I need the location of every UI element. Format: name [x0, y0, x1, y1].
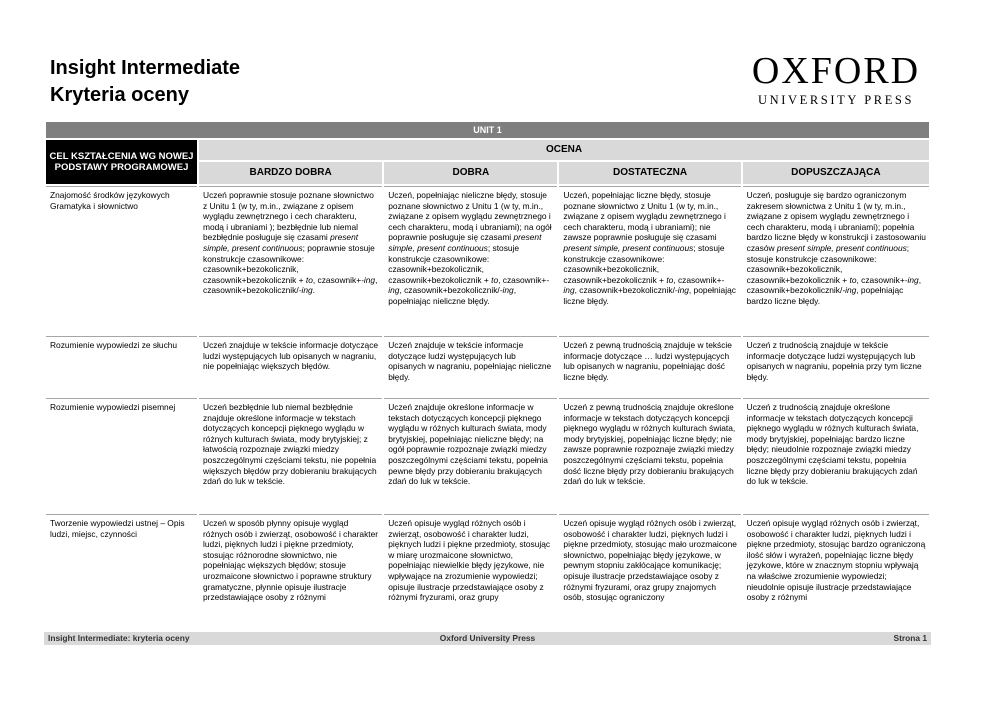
- cell-dobra: Uczeń znajduje w tekście informacje dotyczące ludzi występujących lub opisanych w nagraniu, popełniając nieliczne błędy.: [384, 336, 557, 396]
- row-label: Znajomość środków językowych Gramatyka i słownictwo: [46, 186, 197, 334]
- cell-dobra: Uczeń znajduje określone informacje w tekstach dotyczących koncepcji pięknego wyglądu w różnych kulturach świata, mody brytyjskiej, popełniając nieliczne błędy; na ogół poprawnie rozpoznaje związki miedzy poszczególnymi częściami tekstu, popełnia pewne błędy przy dobieraniu brakujących zdań do luk w tekście.: [384, 398, 557, 512]
- logo-main-text: OXFORD: [751, 50, 921, 92]
- title-line-2: Kryteria oceny: [50, 84, 189, 106]
- unit-header: UNIT 1: [46, 122, 929, 138]
- cell-dostateczna: Uczeń, popełniając liczne błędy, stosuje poznane słownictwo z Unitu 1 (w ty, m.in., związane z opisem wyglądu zewnętrznego i cech charakteru, modą i ubraniami); nie zawsze poprawnie posługuje się czasami present simple, present continuous; stosuje konstrukcje czasownikowe: czasownik+bezokolicznik, czasownik+bezokolicznik + to, czasownik+-ing, czasownik+bezokolicznik/-ing, popełniając liczne błędy.: [559, 186, 740, 334]
- criteria-table: [44, 120, 931, 616]
- unit-header-row: [46, 122, 929, 138]
- cell-dobra: Uczeń, popełniając nieliczne błędy, stosuje poznane słownictwo z Unitu 1 (w ty, m.in., związane z opisem wyglądu zewnętrznego i cech charakteru, modą i ubraniami); na ogół poprawnie posługuje się czasami present simple, present continuous; stosuje konstrukcje czasownikowe: czasownik+bezokolicznik, czasownik+bezokolicznik + to, czasownik+-ing, czasownik+bezokolicznik/-ing, popełniając nieliczne błędy.: [384, 186, 557, 334]
- table-row: [46, 186, 929, 334]
- footer-left: Insight Intermediate: kryteria oceny: [48, 633, 190, 643]
- cell-bardzo-dobra: Uczeń znajduje w tekście informacje dotyczące ludzi występujących lub opisanych w nagraniu, nie popełniając większych błędów.: [199, 336, 382, 396]
- cell-dostateczna: Uczeń z pewną trudnością znajduje określone informacje w tekstach dotyczących koncepcji pięknego wyglądu w różnych kulturach świata, mody brytyjskiej, popełniając liczne błędy; nie zawsze poprawnie rozpoznaje związki miedzy poszczególnymi częściami tekstu, popełnia dość liczne błędy przy dobieraniu brakujących zdań do luk w tekście.: [559, 398, 740, 512]
- row-label: Rozumienie wypowiedzi ze słuchu: [46, 336, 197, 396]
- grade-header-dostateczna: DOSTATECZNA: [559, 162, 740, 184]
- cell-dobra: Uczeń opisuje wygląd różnych osób i zwierząt, osobowość i charakter ludzi, pięknych ludzi i piękne przedmioty, stosując w miarę urozmaicone słownictwo, popełniając niewielkie błędy językowe, nie wpływające na zrozumienie wypowiedzi; opisuje ilustracje przedstawiające osoby z różnymi fryzurami, oraz grupy: [384, 514, 557, 614]
- logo-sub-text: UNIVERSITY PRESS: [757, 93, 915, 107]
- cell-bardzo-dobra: Uczeń w sposób płynny opisuje wygląd różnych osób i zwierząt, osobowość i charakter ludzi, pięknych ludzi i piękne przedmioty, stosując różnorodne słownictwo, nie popełniając większych błędów; stosuje urozmaicone słownictwo i poprawne struktury gramatyczne, płynnie opisuje ilustracje przedstawiające osoby z różnymi: [199, 514, 382, 614]
- grade-header-dobra: DOBRA: [384, 162, 557, 184]
- cell-bardzo-dobra: Uczeń poprawnie stosuje poznane słownictwo z Unitu 1 (w ty, m.in., związane z opisem wyglądu zewnętrznego i cech charakteru, modą i ubraniami ); bezbłędnie lub niemal bezbłędnie posługuje się czasami present simple, present continuous; poprawnie stosuje konstrukcje czasownikowe: czasownik+bezokolicznik, czasownik+bezokolicznik + to, czasownik+-ing, czasownik+bezokolicznik/-ing.: [199, 186, 382, 334]
- grade-header-dopuszczajaca: DOPUSZCZAJĄCA: [743, 162, 929, 184]
- ocena-header: OCENA: [199, 140, 929, 160]
- oxford-logo: [745, 52, 927, 108]
- title-line-1: Insight Intermediate: [50, 57, 241, 79]
- cell-dostateczna: Uczeń opisuje wygląd różnych osób i zwierząt, osobowość i charakter ludzi, pięknych ludzi i piękne przedmioty, stosując mało urozmaicone słownictwo, popełniając błędy językowe, w pewnym stopniu zakłócające komunikację; opisuje ilustracje przedstawiające osoby z różnymi fryzurami, oraz grupy znajomych osób, stosując ograniczony: [559, 514, 740, 614]
- row-label: Tworzenie wypowiedzi ustnej – Opis ludzi, miejsc, czynności: [46, 514, 197, 614]
- cell-dopuszczajaca: Uczeń, posługuje się bardzo ograniczonym zakresem słownictwa z Unitu 1 (w ty, m.in., związane z opisem wyglądu zewnętrznego i cech charakteru, modą i ubraniami); popełnia bardzo liczne błędy w konstrukcji i zastosowaniu czasów present simple, present continuous; stosuje konstrukcje czasownikowe: czasownik+bezokolicznik, czasownik+bezokolicznik + to, czasownik+-ing, czasownik+bezokolicznik/-ing, popełniając bardzo liczne błędy.: [743, 186, 929, 334]
- footer-page-number: Strona 1: [893, 633, 927, 643]
- cell-dopuszczajaca: Uczeń opisuje wygląd różnych osób i zwierząt, osobowość i charakter ludzi, pięknych ludzi i piękne przedmioty, stosując bardzo ograniczoną ilość słów i wyrażeń, popełniając liczne błędy językowe, które w znacznym stopniu wpływają na właściwe zrozumienie wypowiedzi; nieudolnie opisuje ilustracje przedstawiające osoby z różnymi: [743, 514, 929, 614]
- page-footer: [44, 632, 931, 645]
- cell-dostateczna: Uczeń z pewną trudnością znajduje w tekście informacje dotyczące … ludzi występujących lub opisanych w nagraniu, popełniając dość liczne błędy.: [559, 336, 740, 396]
- cel-header: CEL KSZTAŁCENIA WG NOWEJ PODSTAWY PROGRAMOWEJ: [46, 140, 197, 184]
- table-row: [46, 336, 929, 396]
- cell-dopuszczajaca: Uczeń z trudnością znajduje w tekście informacje dotyczące ludzi występujących lub opisanych w nagraniu, popełnia przy tym liczne błędy.: [743, 336, 929, 396]
- grade-header-bardzo-dobra: BARDZO DOBRA: [199, 162, 382, 184]
- row-label: Rozumienie wypowiedzi pisemnej: [46, 398, 197, 512]
- footer-center: Oxford University Press: [439, 633, 536, 643]
- cell-dopuszczajaca: Uczeń z trudnością znajduje określone informacje w tekstach dotyczących koncepcji pięknego wyglądu w różnych kulturach świata, mody brytyjskiej, popełniając bardzo liczne błędy; nieudolnie rozpoznaje związki miedzy poszczególnymi częściami tekstu, popełnia liczne błędy przy dobieraniu brakujących zdań do luk w tekście.: [743, 398, 929, 512]
- document-title: [50, 55, 240, 109]
- ocena-header-row: [46, 140, 929, 160]
- table-row: [46, 514, 929, 614]
- table-row: [46, 398, 929, 512]
- cell-bardzo-dobra: Uczeń bezbłędnie lub niemal bezbłędnie znajduje określone informacje w tekstach dotyczących koncepcji pięknego wyglądu w różnych kulturach świata, mody brytyjskiej; z łatwością rozpoznaje związki miedzy poszczególnymi częściami tekstu, nie popełnia większych błędów przy dobieraniu brakujących zdań do luk w tekście.: [199, 398, 382, 512]
